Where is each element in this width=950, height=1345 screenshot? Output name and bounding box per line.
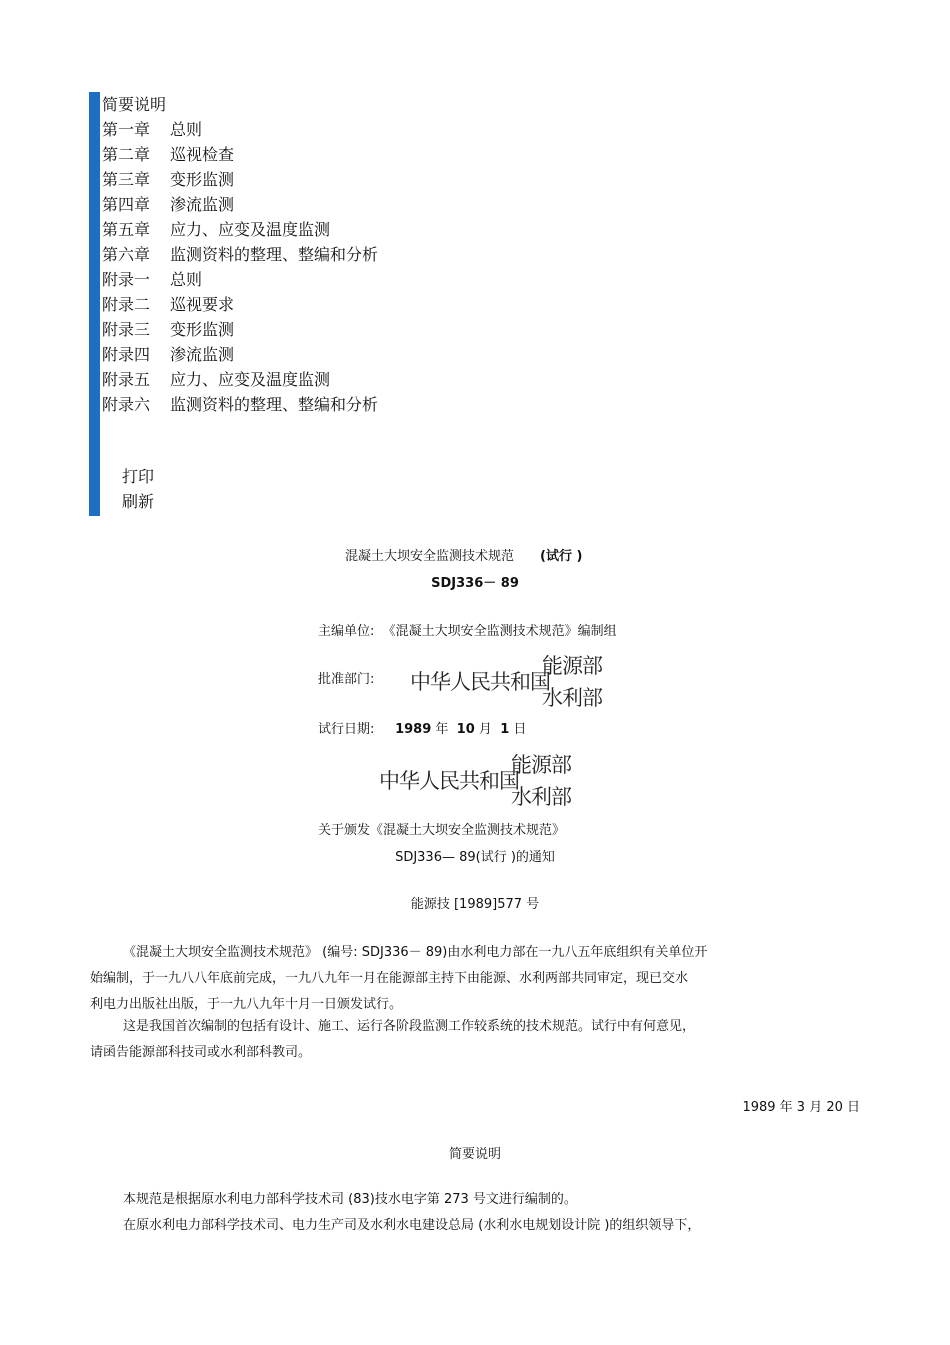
editor-row: 主编单位: 《混凝土大坝安全监测技术规范》编制组 [318, 624, 617, 639]
toc-item-chapter-2[interactable]: 第二章 巡视检查 [102, 145, 235, 164]
toc-item-chapter-1[interactable]: 第一章 总则 [102, 120, 203, 139]
toc-actions [122, 464, 154, 514]
table-of-contents [89, 92, 509, 516]
doc-title: 混凝土大坝安全监测技术规范 (试行 ) [345, 549, 583, 564]
body-paragraph-1: 《混凝土大坝安全监测技术规范》 (编号: SDJ336－ 89)由水利电力部在一九八五年底组织有关单位开 始编制，于一九八八年底前完成，一九八九年一月在能源部主持下由能源、水利两部共同审定，现已交水 利电力出版社出版，于一九八九年十月一日颁发试行。 [90, 945, 708, 1012]
notice-title-line-1: 关于颁发《混凝土大坝安全监测技术规范》 [318, 823, 566, 838]
body-paragraph-2: 这是我国首次编制的包括有设计、施工、运行各阶段监测工作较系统的技术规范。试行中有何意见， 请函告能源部科技司或水利部科教司。 [90, 1019, 696, 1060]
toc-item-appendix-2[interactable]: 附录二 巡视要求 [102, 295, 235, 314]
toc-item-chapter-4[interactable]: 第四章 渗流监测 [102, 195, 235, 214]
notice-title-line-2: SDJ336— 89(试行 )的通知 [395, 850, 555, 865]
doc-number: 能源技 [1989]577 号 [410, 897, 540, 912]
toc-item-appendix-3[interactable]: 附录三 变形监测 [102, 320, 235, 339]
toc-accent-bar [89, 92, 100, 516]
refresh-link[interactable]: 刷新 [122, 492, 155, 511]
approver-label: 批准部门: [318, 672, 375, 687]
trial-date-row: 试行日期: 1989 年 10 月 1 日 [318, 722, 527, 737]
toc-item-chapter-3[interactable]: 第三章 变形监测 [102, 170, 235, 189]
toc-item-appendix-1[interactable]: 附录一 总则 [102, 270, 203, 289]
toc-item-appendix-4[interactable]: 附录四 渗流监测 [102, 345, 235, 364]
print-link[interactable]: 打印 [122, 467, 155, 486]
section-title-brief: 简要说明 [448, 1147, 501, 1162]
toc-list [102, 92, 378, 417]
notice-seal: 中华人民共和国 能源部 水利部 [379, 753, 571, 809]
doc-code: SDJ336－ 89 [431, 576, 519, 591]
brief-paragraph: 本规范是根据原水利电力部科学技术司 (83)技水电字第 273 号文进行编制的。 在原水利电力部科学技术司、电力生产司及水利水电建设总局 (水利水电规划设计院 )的组织领导下， [123, 1192, 701, 1233]
approver-seal: 中华人民共和国 能源部 水利部 [410, 654, 602, 710]
toc-item-chapter-5[interactable]: 第五章 应力、应变及温度监测 [102, 220, 331, 239]
issue-date: 1989 年 3 月 20 日 [742, 1100, 860, 1115]
toc-item-brief[interactable]: 简要说明 [102, 95, 167, 114]
toc-item-appendix-6[interactable]: 附录六 监测资料的整理、整编和分析 [102, 395, 379, 414]
toc-item-chapter-6[interactable]: 第六章 监测资料的整理、整编和分析 [102, 245, 379, 264]
toc-item-appendix-5[interactable]: 附录五 应力、应变及温度监测 [102, 370, 331, 389]
